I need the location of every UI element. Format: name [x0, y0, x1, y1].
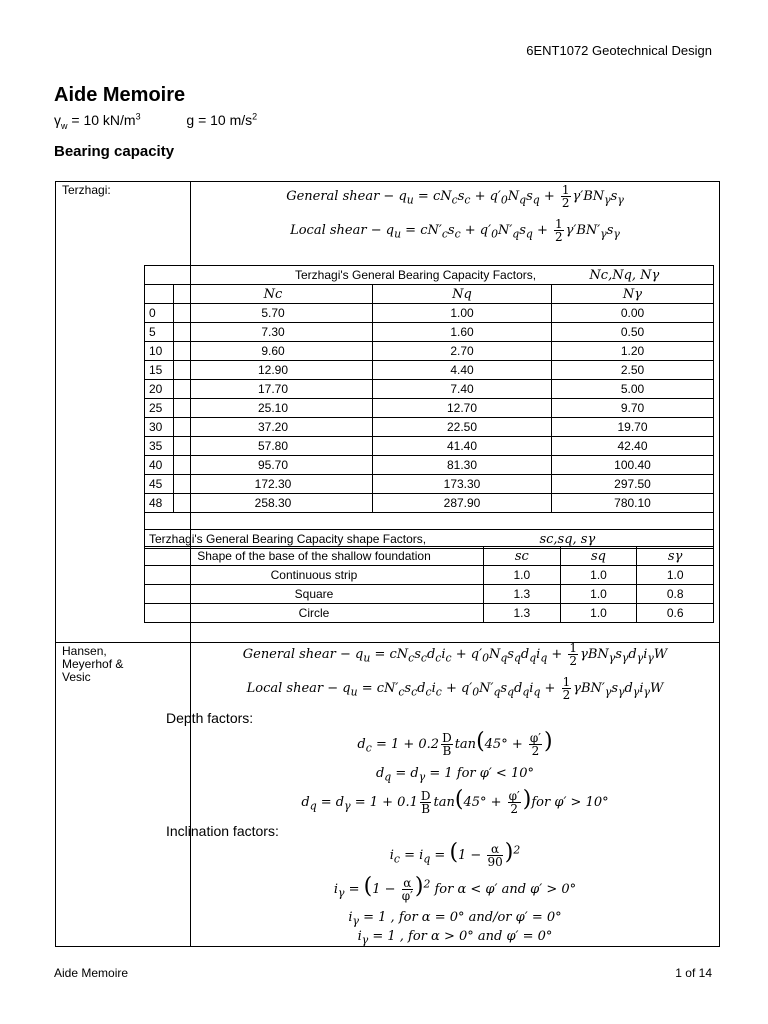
table-row — [145, 304, 714, 323]
section-title: Bearing capacity — [54, 143, 175, 160]
document-title: Aide Memoire — [54, 84, 186, 106]
factor-cell: 0.50 — [552, 323, 714, 342]
ngamma-header: Nγ — [552, 285, 714, 304]
depth-factor-dc-formula: $d_c = 1 + 0.2$ $\frac{D}{B}$ tan(45° + $\frac{\varphi'}{2}$ ) — [357, 729, 553, 758]
shape-factor-cell: 1.0 — [560, 604, 637, 623]
factor-cell: 19.70 — [552, 418, 714, 437]
nq-header: Nq — [373, 285, 552, 304]
depth-factor-dq-small-formula: $d_q = d_\gamma = 1$ for φ′ < 10° — [375, 766, 535, 784]
shape-factors-table — [144, 546, 714, 623]
sq-header: sq — [560, 547, 637, 566]
shape-factor-cell: 0.8 — [637, 585, 714, 604]
footer-title: Aide Memoire — [54, 966, 129, 980]
hansen-label: Hansen, Meyerhof & Vesic — [62, 644, 124, 684]
shape-table-title: Terzhagi's General Bearing Capacity shape Factors, sc,sq, sγ — [145, 530, 714, 549]
terzhagi-general-shear-formula: General shear − $q_u = cN_cs_c + q'_0N_qs_q$ + $\frac{1}{2}$ $\gamma'BN_\gamma s_\gamma$ — [286, 183, 624, 210]
shape-name-cell: Square — [145, 585, 484, 604]
factor-cell: 173.30 — [373, 475, 552, 494]
factor-cell: 2.70 — [373, 342, 552, 361]
inclination-igamma-one-b-formula: $i_\gamma = 1$ , for α > 0° and φ′ = 0° — [357, 929, 553, 947]
bearing-capacity-table — [55, 181, 720, 947]
phi-cell: 5 — [145, 323, 174, 342]
table-row — [145, 342, 714, 361]
constants-line — [54, 111, 257, 130]
nc-header: Nc — [174, 285, 373, 304]
course-header: 6ENT1072 Geotechnical Design — [526, 43, 712, 58]
factor-cell: 2.50 — [552, 361, 714, 380]
phi-cell: 20 — [145, 380, 174, 399]
factor-cell: 12.70 — [373, 399, 552, 418]
factor-cell: 17.70 — [174, 380, 373, 399]
table-row — [145, 361, 714, 380]
table-row — [145, 494, 714, 513]
factor-cell: 780.10 — [552, 494, 714, 513]
inclination-igamma-one-a-formula: $i_\gamma = 1$ , for α = 0° and/or φ′ = 0° — [348, 910, 562, 928]
table-row — [145, 399, 714, 418]
factor-cell: 100.40 — [552, 456, 714, 475]
phi-cell: 0 — [145, 304, 174, 323]
factor-cell: 0.00 — [552, 304, 714, 323]
factor-cell: 258.30 — [174, 494, 373, 513]
table-row — [145, 323, 714, 342]
factor-cell: 95.70 — [174, 456, 373, 475]
depth-factors-title: Depth factors: — [166, 710, 254, 726]
factor-cell: 7.30 — [174, 323, 373, 342]
table-row — [145, 456, 714, 475]
factor-cell: 172.30 — [174, 475, 373, 494]
hansen-general-shear-formula: General shear − $q_u = cN_cs_cd_ci_c + q'_0N_qs_qd_qi_q$ + $\frac{1}{2}$ $\gamma BN_\gamma s_\gamma d_\gamma i_\gamma W$ — [242, 641, 668, 668]
spacer-row — [145, 513, 714, 530]
factor-cell: 1.00 — [373, 304, 552, 323]
phi-cell: 48 — [145, 494, 174, 513]
factor-cell: 37.20 — [174, 418, 373, 437]
inclination-factors-title: Inclination factors: — [166, 823, 279, 839]
phi-cell: 45 — [145, 475, 174, 494]
shape-factor-cell: 1.0 — [560, 585, 637, 604]
phi-cell: 40 — [145, 456, 174, 475]
factor-cell: 41.40 — [373, 437, 552, 456]
factor-cell: 5.70 — [174, 304, 373, 323]
shape-name-cell: Circle — [145, 604, 484, 623]
factor-cell: 9.70 — [552, 399, 714, 418]
terzhagi-local-shear-formula: Local shear − $q_u = cN'_cs_c + q'_0N'_qs_q$ + $\frac{1}{2}$ $\gamma'BN'_\gamma s_\gamma$ — [290, 217, 620, 244]
factor-cell: 57.80 — [174, 437, 373, 456]
phi-cell: 10 — [145, 342, 174, 361]
gravity-constant: g = 10 $m/s^2$ — [186, 111, 258, 128]
factor-cell: 42.40 — [552, 437, 714, 456]
depth-factor-dq-large-formula: $d_q = d_\gamma = 1 + 0.1$ $\frac{D}{B}$ tan(45° + $\frac{\varphi'}{2}$ )for φ′ > 10° — [301, 787, 609, 816]
shape-factor-cell: 1.0 — [484, 566, 561, 585]
phi-cell: 30 — [145, 418, 174, 437]
table-row — [145, 475, 714, 494]
factor-cell: 12.90 — [174, 361, 373, 380]
factor-cell: 25.10 — [174, 399, 373, 418]
table-row — [145, 380, 714, 399]
shape-header-cell: Shape of the base of the shallow foundation — [145, 547, 484, 566]
hansen-local-shear-formula: Local shear − $q_u = cN'_cs_cd_ci_c + q'_0N'_qs_qd_qi_q$ + $\frac{1}{2}$ $\gamma BN'_\gamma s_\gamma d_\gamma i_\gamma W$ — [246, 675, 664, 702]
factor-cell: 9.60 — [174, 342, 373, 361]
factor-cell: 1.60 — [373, 323, 552, 342]
sgamma-header: sγ — [637, 547, 714, 566]
terzhagi-label: Terzhagi: — [62, 183, 111, 197]
factor-cell: 5.00 — [552, 380, 714, 399]
factor-cell: 4.40 — [373, 361, 552, 380]
shape-factor-cell: 1.3 — [484, 604, 561, 623]
inclination-ic-formula: $i_c = i_q = (1$ − $\frac{\alpha}{90}$ )$^2$ — [389, 840, 521, 869]
factor-cell: 297.50 — [552, 475, 714, 494]
table-row — [145, 585, 714, 604]
factor-cell: 1.20 — [552, 342, 714, 361]
factor-cell: 22.50 — [373, 418, 552, 437]
table-row — [145, 604, 714, 623]
table-row — [145, 566, 714, 585]
phi-cell: 15 — [145, 361, 174, 380]
phi-cell: 35 — [145, 437, 174, 456]
factor-cell: 81.30 — [373, 456, 552, 475]
phi-cell: 25 — [145, 399, 174, 418]
shape-name-cell: Continuous strip — [145, 566, 484, 585]
factor-cell: 7.40 — [373, 380, 552, 399]
phi-header-cell — [145, 285, 174, 304]
table-row — [145, 418, 714, 437]
table-row — [145, 437, 714, 456]
factor-cell: 287.90 — [373, 494, 552, 513]
inclination-igamma-formula: $i_\gamma = (1$ − $\frac{\alpha}{\varphi'}$ )$^2$ for α < φ′ and φ′ > 0° — [333, 874, 577, 903]
sc-header: sc — [484, 547, 561, 566]
shape-factor-cell: 1.0 — [560, 566, 637, 585]
page-number: 1 of 14 — [675, 966, 712, 980]
bearing-capacity-factors-table — [144, 265, 714, 549]
shape-factor-cell: 1.0 — [637, 566, 714, 585]
gamma-w-constant: $\gamma_w = 10$ $kN/m^3$ — [54, 111, 141, 131]
shape-factor-cell: 0.6 — [637, 604, 714, 623]
shape-factor-cell: 1.3 — [484, 585, 561, 604]
factors-table-title: Terzhagi's General Bearing Capacity Factors, Nc,Nq, Nγ — [145, 266, 714, 285]
